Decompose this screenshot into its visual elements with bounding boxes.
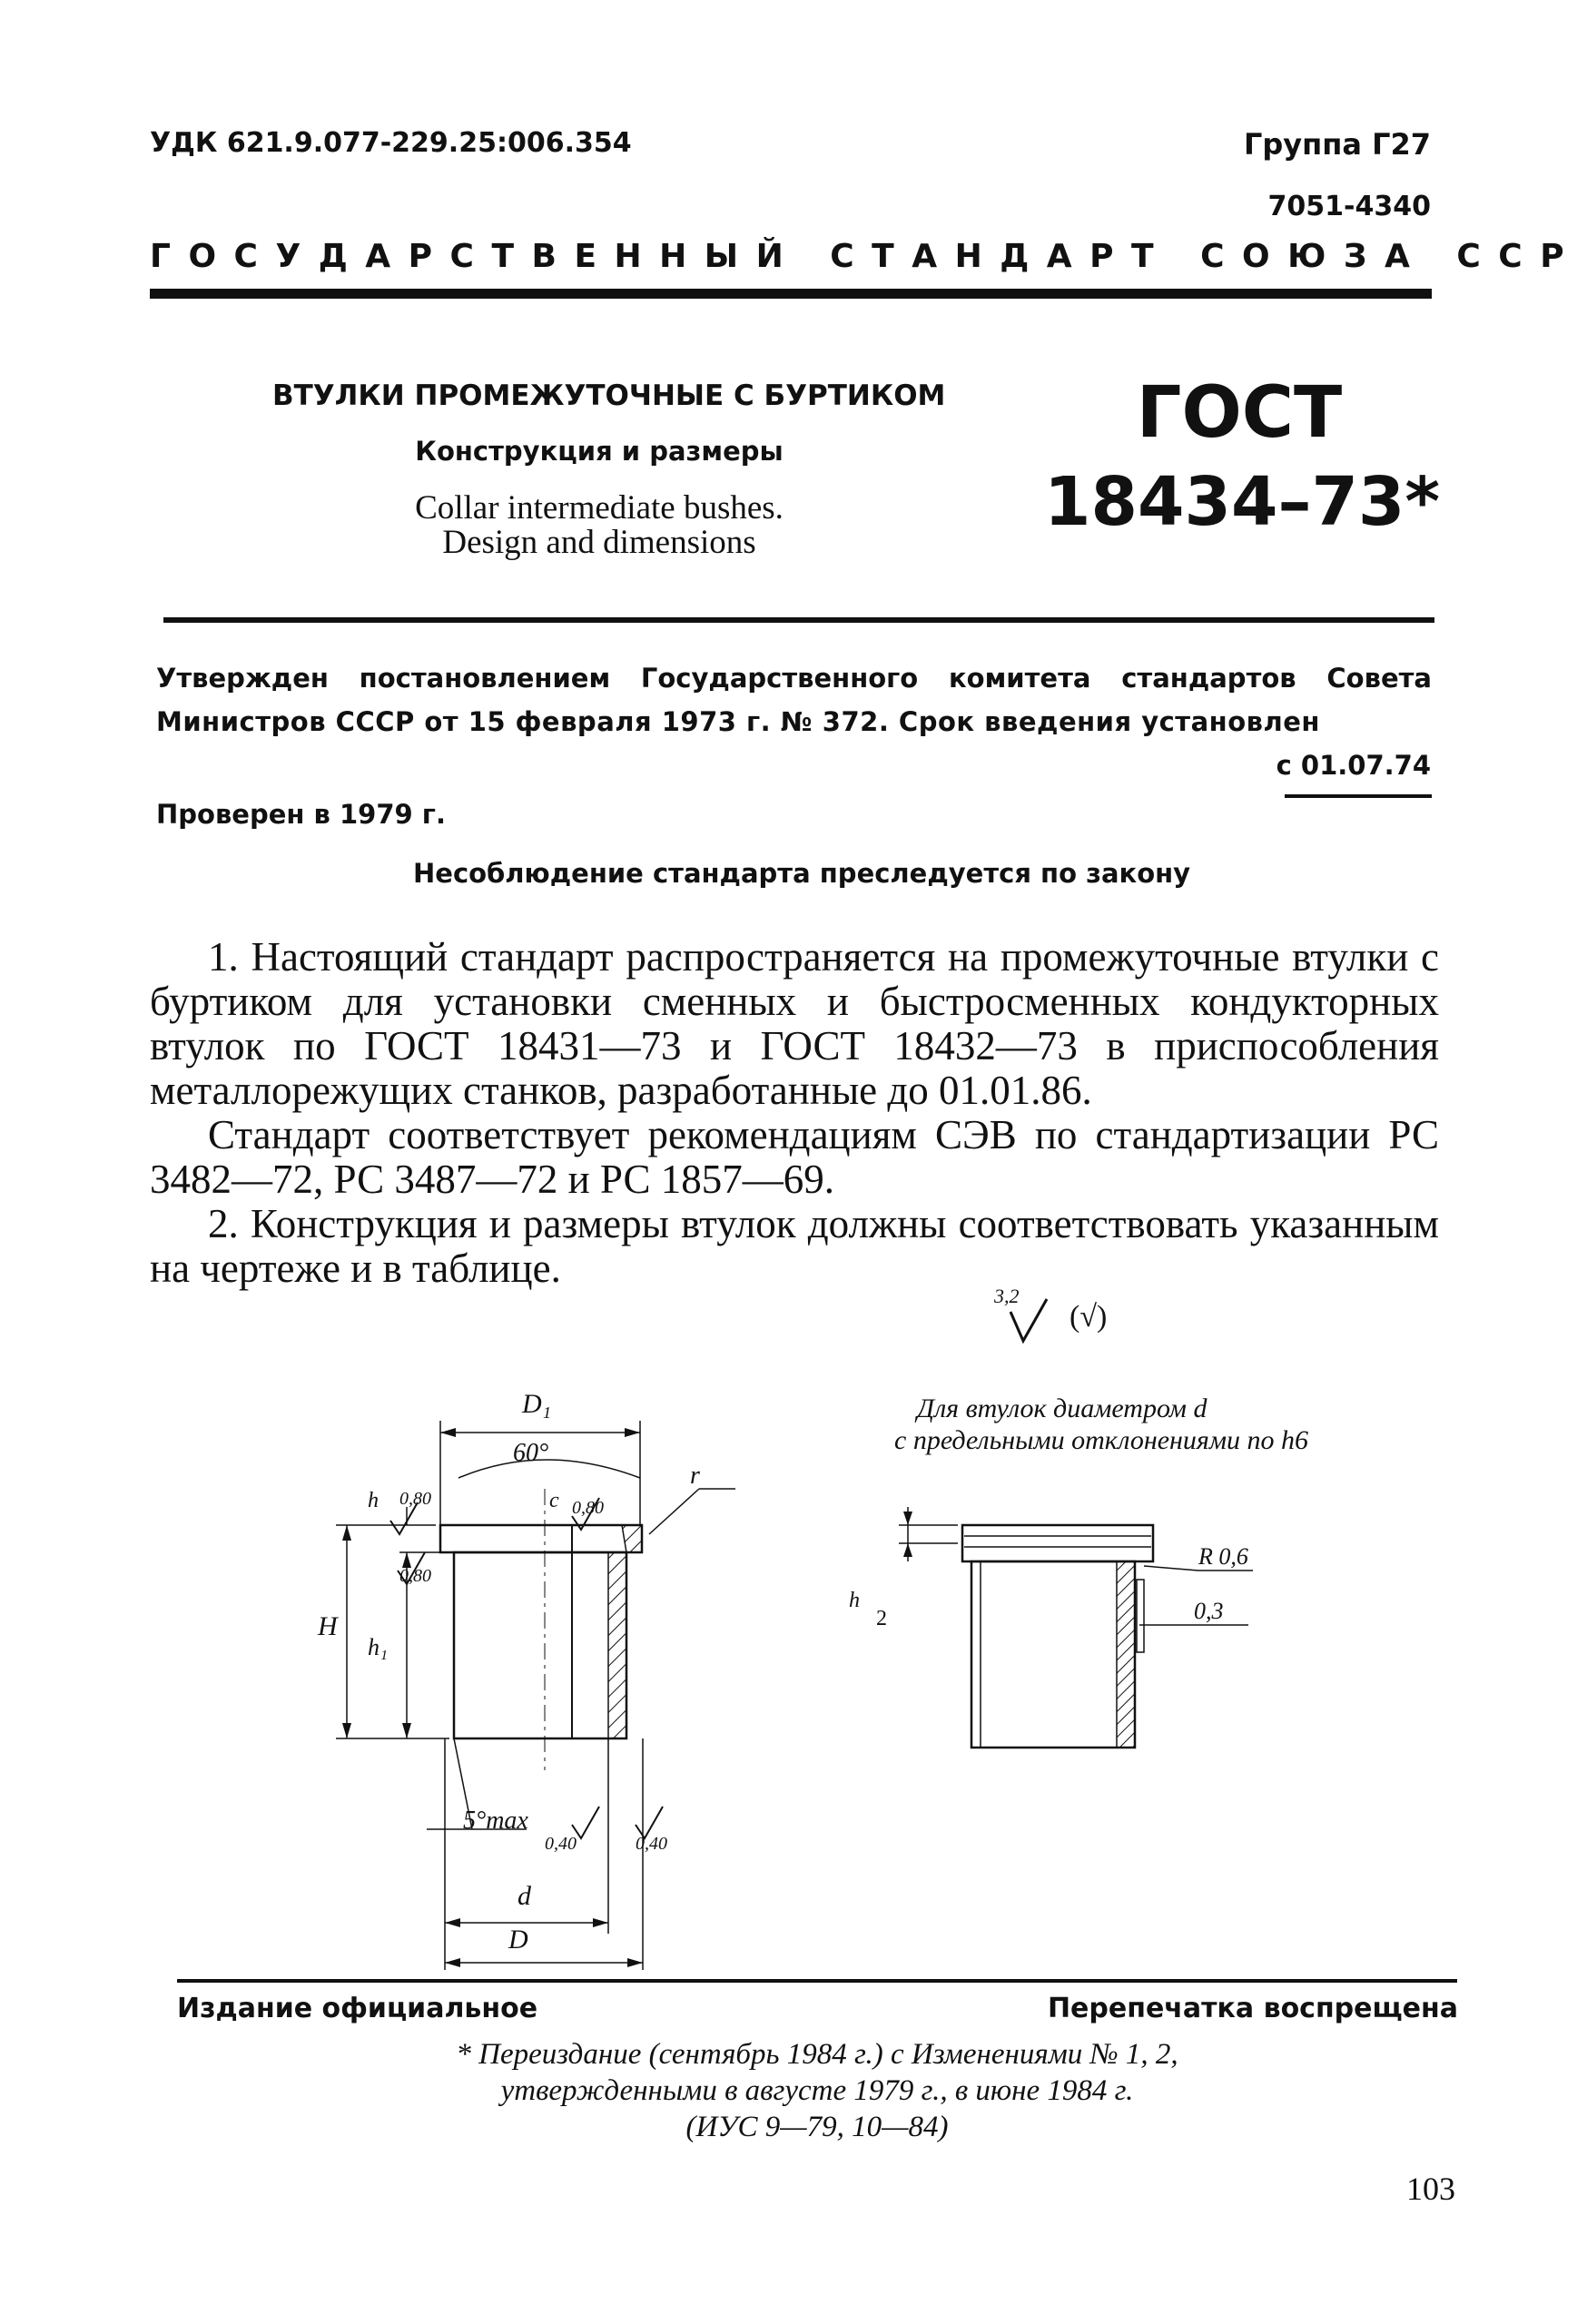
label-two: 2 [876,1607,887,1630]
drawing-note-line1: Для втулок диаметром d [917,1393,1208,1423]
checked-year: Проверен в 1979 г. [156,799,446,830]
label-H: H [318,1611,338,1641]
body-text [150,935,1439,1291]
approval-date: с 01.07.74 [1276,750,1431,781]
label-d: d [518,1881,531,1911]
label-r: r [690,1462,700,1490]
label-roughness-040-a: 0,40 [545,1834,577,1854]
label-roughness-080-a: 0,80 [399,1489,431,1509]
official-edition: Издание официальное [177,1993,538,2024]
label-angle-60: 60° [513,1439,549,1467]
header-rule [150,289,1432,299]
roughness-check-icon [1003,1294,1058,1348]
date-rule [1285,794,1432,798]
roughness-value: 3,2 [994,1285,1020,1307]
state-standard-heading: ГОСУДАРСТВЕННЫЙ СТАНДАРТ СОЮЗА ССР [150,238,1582,275]
footnote-line1: * Переиздание (сентябрь 1984 г.) с Изменениями № 1, 2, [456,2038,1178,2071]
title-en-line2: Design and dimensions [442,524,756,561]
approval-line2: Министров СССР от 15 февраля 1973 г. № 372. Срок введения установлен [156,706,1320,737]
gost-label: ГОСТ [1136,372,1343,454]
paragraph-3: 2. Конструкция и размеры втулок должны соответствовать указанным на чертеже и в таблице. [150,1201,1439,1291]
reprint-prohibited: Перепечатка воспрещена [1047,1993,1458,2024]
label-roughness-080-c: 0,80 [399,1566,431,1586]
drawing-note-line2: с предельными отклонениями по h6 [894,1425,1308,1455]
roughness-paren: (√) [1070,1300,1108,1334]
page-number: 103 [1406,2171,1455,2207]
footer-rule [177,1979,1457,1983]
label-c: c [549,1489,559,1512]
label-roughness-080-b: 0,80 [572,1498,604,1518]
title-en-line1: Collar intermediate bushes. [415,489,784,527]
label-h: h [368,1489,379,1512]
paragraph-1: 1. Настоящий стандарт распространяется на промежуточные втулки с буртиком для установки сменных и быстросменных кондукторных втулок по ГОСТ 18431—73 и ГОСТ 18432—73 в приспособления металлорежущих станков, разработанные до 01.01.86. [150,934,1439,1113]
label-R06: R 0,6 [1198,1543,1248,1570]
title-ru-sub: Конструкция и размеры [415,436,784,467]
approval-line1: Утвержден постановлением Государственного комитета стандартов Совета [156,663,1432,694]
label-h1: h₁ [368,1634,389,1660]
group-code: Группа Г27 [1243,127,1431,162]
bushing-section-drawing [300,1389,754,2324]
label-roughness-040-b: 0,40 [636,1834,667,1854]
footnote-line3: (ИУС 9—79, 10—84) [685,2111,949,2143]
title-rule [163,617,1434,623]
label-D1: D₁ [522,1389,552,1419]
okp-code: 7051-4340 [1267,191,1431,222]
gost-number: 18434–73* [1044,463,1441,541]
label-5-max: 5°max [463,1807,528,1835]
footnote-line2: утвержденными в августе 1979 г., в июне 1984 г. [500,2074,1134,2107]
label-D: D [508,1925,528,1955]
udk-code: УДК 621.9.077-229.25:006.354 [150,127,632,159]
paragraph-2: Стандарт соответствует рекомендациям СЭВ по стандартизации РС 3482—72, РС 3487—72 и РС 1857—69. [150,1112,1439,1202]
title-ru: ВТУЛКИ ПРОМЕЖУТОЧНЫЕ С БУРТИКОМ [272,379,946,412]
label-03: 0,3 [1194,1598,1224,1624]
label-h-small: h [849,1589,860,1612]
law-notice: Несоблюдение стандарта преследуется по закону [413,858,1191,889]
